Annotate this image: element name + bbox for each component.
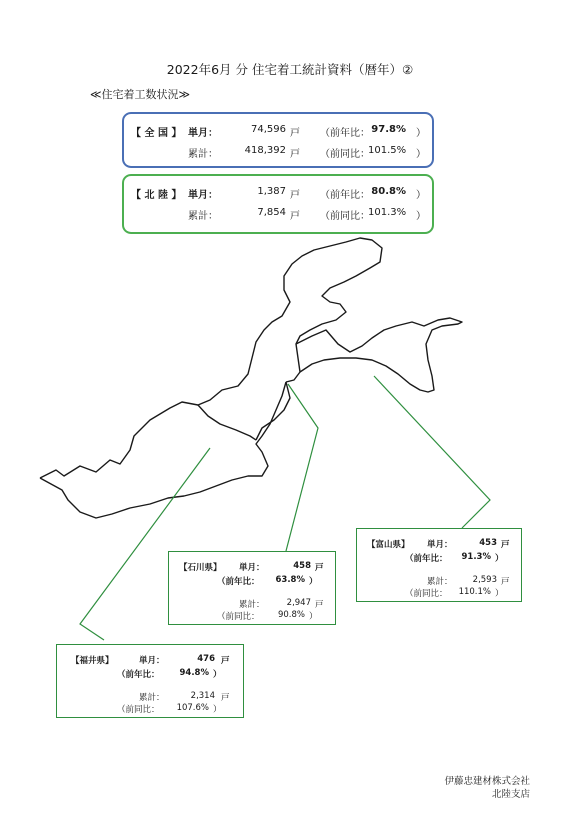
cumulative-compare-label: （前同比： [117, 705, 160, 715]
close-paren: ） [213, 705, 222, 715]
unit-label: 戸 [315, 600, 324, 610]
yoy-value: 94.8% [179, 668, 209, 678]
single-month-label: 単月： [427, 540, 453, 550]
single-month-value: 458 [293, 561, 311, 571]
ishikawa-box [168, 551, 336, 625]
unit-label: 戸 [221, 693, 230, 703]
branch-name: 北陸支店 [491, 789, 530, 800]
cumulative-label: 累計： [139, 693, 165, 703]
cumulative-value: 2,314 [190, 691, 215, 701]
cumulative-compare-value: 110.1% [458, 587, 491, 597]
single-month-value: 476 [197, 654, 215, 664]
ishikawa-leader-line [286, 384, 318, 551]
cumulative-compare-label: （前同比： [405, 589, 448, 599]
cumulative-value: 418,392 [244, 145, 286, 156]
single-month-label: 単月： [188, 128, 218, 139]
yoy-label: （前年比： [117, 670, 160, 680]
single-month-label: 単月： [188, 190, 218, 201]
section-heading: ≪住宅着工数状況≫ [90, 88, 191, 101]
cumulative-label: 累計： [239, 600, 265, 610]
yoy-value: 63.8% [275, 575, 305, 585]
yoy-value: 91.3% [461, 552, 491, 562]
cumulative-value: 2,947 [286, 598, 311, 608]
close-paren: ） [416, 190, 426, 201]
prefecture-name: 【富山県】 [367, 540, 410, 550]
coastline-outline [40, 238, 382, 478]
close-paren: ） [309, 577, 318, 587]
prefecture-name: 【福井県】 [71, 656, 114, 666]
unit-label: 戸 [501, 577, 510, 587]
close-paren: ） [416, 128, 426, 139]
close-paren: ） [416, 211, 426, 222]
company-signature [444, 775, 530, 801]
cumulative-compare-value: 101.5% [368, 145, 407, 156]
unit-label: 戸 [315, 563, 324, 573]
toyama-box [356, 528, 522, 602]
yoy-value: 97.8% [371, 124, 406, 135]
fukui-border [198, 405, 256, 440]
unit-label: 戸 [290, 190, 300, 201]
single-month-value: 74,596 [251, 124, 286, 135]
cumulative-compare-label: （前同比： [217, 612, 260, 622]
ishikawa-toyama-border [256, 382, 290, 440]
unit-label: 戸 [290, 128, 300, 139]
cumulative-value: 2,593 [472, 575, 497, 585]
company-name: 伊藤忠建材株式会社 [444, 776, 530, 787]
yoy-label: （前年比： [320, 128, 370, 139]
page-title: 2022年6月 分 住宅着工統計資料（暦年）② [166, 62, 414, 77]
single-month-value: 1,387 [257, 186, 286, 197]
unit-label: 戸 [290, 149, 300, 160]
single-month-label: 単月： [239, 563, 265, 573]
unit-label: 戸 [501, 540, 510, 550]
cumulative-compare-value: 101.3% [368, 207, 407, 218]
region-label: 【 北 陸 】 [131, 190, 182, 201]
unit-label: 戸 [290, 211, 300, 222]
yoy-label: （前年比： [320, 190, 370, 201]
unit-label: 戸 [221, 656, 230, 666]
cumulative-compare-value: 107.6% [176, 703, 209, 713]
cumulative-compare-value: 90.8% [277, 610, 305, 620]
cumulative-value: 7,854 [257, 207, 286, 218]
cumulative-label: 累計： [427, 577, 453, 587]
yoy-label: （前年比： [217, 577, 260, 587]
close-paren: ） [309, 612, 318, 622]
cumulative-label: 累計： [188, 211, 218, 222]
cumulative-compare-label: （前同比： [320, 211, 370, 222]
single-month-value: 453 [479, 538, 497, 548]
yoy-value: 80.8% [371, 186, 406, 197]
fukui-box [56, 644, 244, 718]
close-paren: ） [495, 589, 504, 599]
toyama-leader-line [374, 376, 490, 528]
ishikawa-fukui-border [40, 382, 286, 518]
close-paren: ） [416, 149, 426, 160]
close-paren: ） [213, 670, 222, 680]
cumulative-label: 累計： [188, 149, 218, 160]
region-label: 【 全 国 】 [131, 128, 182, 139]
prefecture-name: 【石川県】 [179, 563, 222, 573]
single-month-label: 単月： [139, 656, 165, 666]
yoy-label: （前年比： [405, 554, 448, 564]
close-paren: ） [495, 554, 504, 564]
cumulative-compare-label: （前同比： [320, 149, 370, 160]
